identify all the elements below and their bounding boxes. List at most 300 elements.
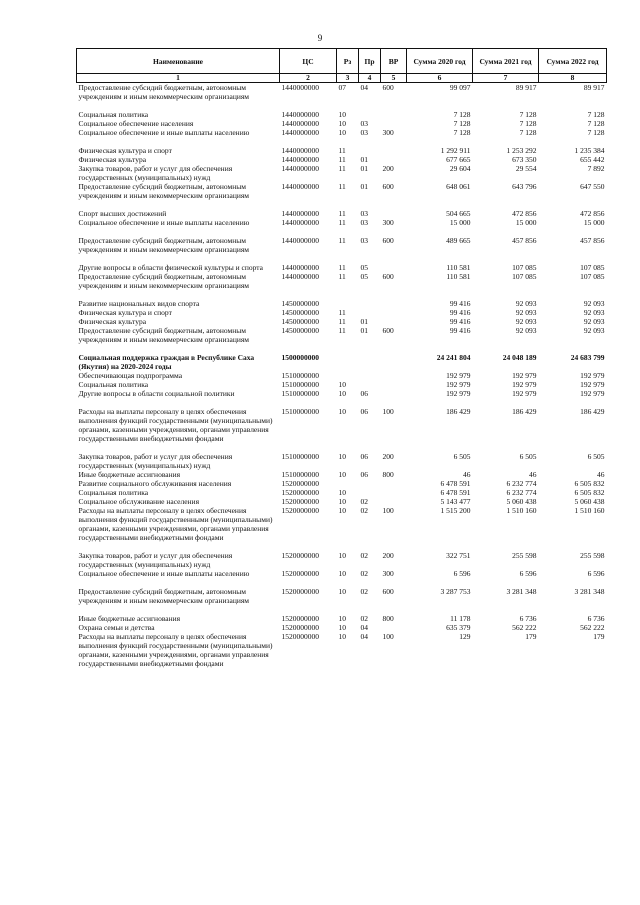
cell-sum-2020: 1 515 200: [440, 506, 471, 515]
spacer-row: [77, 578, 607, 587]
cell-pr: [359, 308, 381, 317]
cell-sum-2021: 107 085: [512, 272, 537, 281]
cell-vr: 100: [382, 632, 394, 641]
table-row: [77, 263, 607, 272]
table-row: [77, 308, 607, 317]
cell-vr: 300: [382, 569, 394, 578]
table-row: [77, 209, 607, 218]
cell-sum-2022: 89 917: [583, 83, 605, 92]
cell-pr: 01: [360, 155, 368, 164]
spacer-cell: [77, 200, 607, 209]
cell-cs: 1440000000: [281, 155, 319, 164]
table-row: [77, 236, 607, 254]
cell-pr: 03: [360, 119, 368, 128]
column-number: 1: [77, 74, 280, 83]
cell-sum-2020: 489 665: [446, 236, 471, 245]
cell-sum-2021: 107 085: [512, 263, 537, 272]
cell-pr: [359, 380, 381, 389]
header-row: [77, 49, 607, 74]
cell-vr: 300: [382, 218, 394, 227]
cell-vr: 800: [382, 614, 394, 623]
header-sum-2021: Сумма 2021 год: [473, 49, 539, 74]
cell-cs: 1510000000: [281, 371, 319, 380]
cell-name: Социальное обеспечение населения: [78, 119, 194, 128]
cell-sum-2020: 7 128: [453, 128, 471, 137]
cell-sum-2020: 7 128: [453, 110, 471, 119]
cell-pr: [359, 479, 381, 488]
cell-name: Социальная поддержка граждан в Республике Саха (Якутия) на 2020-2024 годы: [78, 353, 255, 371]
cell-sum-2020: 3 287 753: [440, 587, 471, 596]
cell-sum-2022: 1 510 160: [574, 506, 605, 515]
cell-rz: 11: [338, 317, 346, 326]
cell-cs: 1500000000: [281, 353, 319, 362]
cell-sum-2020: 186 429: [446, 407, 471, 416]
cell-name: Социальная политика: [78, 380, 149, 389]
spacer-cell: [77, 290, 607, 299]
cell-sum-2021: 673 350: [512, 155, 537, 164]
spacer-row: [77, 137, 607, 146]
cell-pr: [359, 110, 381, 119]
table-row: [77, 569, 607, 578]
cell-name: Физическая культура: [78, 317, 147, 326]
cell-rz: 11: [338, 182, 346, 191]
cell-name: Расходы на выплаты персоналу в целях обеспечения выполнения функций государственными (муниципальными) органами, казенными учреждениями, органами управления государственными внебюджетными фондами: [78, 407, 273, 443]
cell-rz: 10: [338, 110, 346, 119]
cell-sum-2021: 1 510 160: [506, 506, 537, 515]
cell-pr: 03: [360, 128, 368, 137]
cell-sum-2021: 92 093: [515, 317, 537, 326]
cell-vr: 600: [382, 587, 394, 596]
cell-name: Физическая культура и спорт: [78, 308, 172, 317]
table-row: [77, 479, 607, 488]
cell-name: Социальное обеспечение и иные выплаты населению: [78, 218, 250, 227]
cell-sum-2022: 647 550: [580, 182, 605, 191]
cell-cs: 1520000000: [281, 632, 319, 641]
cell-sum-2022: 1 235 384: [574, 146, 605, 155]
cell-cs: 1440000000: [281, 164, 319, 173]
cell-name: Социальное обеспечение и иные выплаты населению: [78, 569, 250, 578]
cell-cs: 1510000000: [281, 407, 319, 416]
table-row: [77, 371, 607, 380]
cell-pr: 02: [360, 551, 368, 560]
cell-vr: [381, 371, 407, 380]
cell-sum-2022: 192 979: [580, 389, 605, 398]
cell-rz: [337, 299, 359, 308]
cell-vr: [381, 488, 407, 497]
table-body: [77, 83, 607, 669]
table-row: [77, 353, 607, 371]
cell-pr: 04: [360, 83, 368, 92]
column-number: 7: [473, 74, 539, 83]
spacer-cell: [77, 254, 607, 263]
cell-sum-2020: 24 241 804: [436, 353, 471, 362]
cell-sum-2020: 677 665: [446, 155, 471, 164]
cell-vr: 800: [382, 470, 394, 479]
cell-sum-2020: 648 061: [446, 182, 471, 191]
cell-pr: [359, 146, 381, 155]
cell-cs: 1510000000: [281, 380, 319, 389]
cell-sum-2022: 562 222: [580, 623, 605, 632]
header-pr: Пр: [359, 49, 381, 74]
cell-rz: 11: [338, 236, 346, 245]
cell-name: Закупка товаров, работ и услуг для обеспечения государственных (муниципальных) нужд: [78, 551, 233, 569]
column-number-row: [77, 74, 607, 83]
table-row: [77, 119, 607, 128]
cell-sum-2020: 99 416: [449, 326, 471, 335]
cell-cs: 1440000000: [281, 263, 319, 272]
cell-pr: [359, 353, 381, 371]
cell-rz: 10: [338, 488, 346, 497]
cell-sum-2020: 110 581: [446, 263, 471, 272]
cell-sum-2021: 472 856: [512, 209, 537, 218]
cell-sum-2021: 29 554: [515, 164, 537, 173]
cell-sum-2020: 192 979: [446, 389, 471, 398]
column-number: 2: [280, 74, 337, 83]
cell-vr: [381, 353, 407, 371]
cell-rz: 10: [338, 506, 346, 515]
cell-sum-2022: 46: [597, 470, 605, 479]
cell-sum-2022: 5 060 438: [574, 497, 605, 506]
cell-sum-2020: 6 596: [453, 569, 471, 578]
cell-rz: 11: [338, 308, 346, 317]
table-row: [77, 110, 607, 119]
cell-sum-2021: 562 222: [512, 623, 537, 632]
cell-pr: 05: [360, 263, 368, 272]
cell-sum-2022: 179: [593, 632, 605, 641]
cell-sum-2020: 5 143 477: [440, 497, 471, 506]
cell-rz: 11: [338, 263, 346, 272]
cell-sum-2021: 7 128: [519, 128, 537, 137]
spacer-row: [77, 200, 607, 209]
cell-rz: [337, 479, 359, 488]
table-row: [77, 155, 607, 164]
cell-name: Социальное обеспечение и иные выплаты населению: [78, 128, 250, 137]
cell-name: Другие вопросы в области физической культуры и спорта: [78, 263, 263, 272]
cell-pr: 02: [360, 497, 368, 506]
cell-pr: 02: [360, 569, 368, 578]
table-row: [77, 488, 607, 497]
cell-sum-2022: 472 856: [580, 209, 605, 218]
column-number: 4: [359, 74, 381, 83]
cell-rz: 10: [338, 380, 346, 389]
cell-vr: [381, 308, 407, 317]
header-vr: ВР: [381, 49, 407, 74]
cell-sum-2021: 7 128: [519, 119, 537, 128]
cell-rz: 10: [338, 470, 346, 479]
page-number: 9: [317, 33, 323, 43]
cell-sum-2020: 15 000: [449, 218, 471, 227]
cell-vr: 600: [382, 272, 394, 281]
cell-sum-2022: 3 281 348: [574, 587, 605, 596]
spacer-cell: [77, 227, 607, 236]
cell-name: Предоставление субсидий бюджетным, автономным учреждениям и иным некоммерческим организациям: [78, 587, 250, 605]
cell-rz: 10: [338, 632, 346, 641]
cell-rz: 10: [338, 587, 346, 596]
cell-sum-2022: 6 736: [587, 614, 605, 623]
cell-pr: 06: [360, 389, 368, 398]
cell-pr: 01: [360, 164, 368, 173]
cell-name: Развитие социального обслуживания населения: [78, 479, 232, 488]
cell-sum-2021: 179: [525, 632, 537, 641]
cell-name: Предоставление субсидий бюджетным, автономным учреждениям и иным некоммерческим организациям: [78, 182, 250, 200]
cell-cs: 1510000000: [281, 470, 319, 479]
cell-sum-2022: 6 505 832: [574, 479, 605, 488]
table-row: [77, 299, 607, 308]
cell-cs: 1440000000: [281, 218, 319, 227]
cell-rz: 11: [338, 326, 346, 335]
cell-sum-2021: 24 048 189: [502, 353, 537, 362]
table-row: [77, 272, 607, 290]
cell-sum-2020: 129: [459, 632, 471, 641]
spacer-row: [77, 254, 607, 263]
cell-sum-2022: 186 429: [580, 407, 605, 416]
cell-sum-2021: 5 060 438: [506, 497, 537, 506]
cell-pr: 06: [360, 407, 368, 416]
cell-cs: 1450000000: [281, 299, 319, 308]
cell-vr: [381, 110, 407, 119]
spacer-cell: [77, 398, 607, 407]
cell-cs: 1440000000: [281, 110, 319, 119]
table-row: [77, 326, 607, 344]
cell-name: Физическая культура и спорт: [78, 146, 172, 155]
cell-sum-2021: 6 596: [519, 569, 537, 578]
cell-rz: 10: [338, 119, 346, 128]
cell-name: Физическая культура: [78, 155, 147, 164]
cell-vr: 200: [382, 551, 394, 560]
cell-vr: [381, 146, 407, 155]
cell-sum-2020: 192 979: [446, 371, 471, 380]
cell-vr: [381, 317, 407, 326]
cell-sum-2022: 6 505: [587, 452, 605, 461]
cell-name: Иные бюджетные ассигнования: [78, 614, 181, 623]
cell-sum-2022: 92 093: [583, 308, 605, 317]
table-row: [77, 470, 607, 479]
cell-cs: 1520000000: [281, 551, 319, 560]
table-row: [77, 164, 607, 182]
cell-sum-2022: 24 683 799: [570, 353, 605, 362]
cell-sum-2020: 504 665: [446, 209, 471, 218]
spacer-row: [77, 101, 607, 110]
cell-sum-2020: 192 979: [446, 380, 471, 389]
cell-sum-2021: 1 253 292: [506, 146, 537, 155]
cell-name: Предоставление субсидий бюджетным, автономным учреждениям и иным некоммерческим организациям: [78, 83, 250, 101]
table-row: [77, 218, 607, 227]
spacer-cell: [77, 101, 607, 110]
cell-rz: 10: [338, 569, 346, 578]
cell-sum-2020: 6 478 591: [440, 479, 471, 488]
cell-cs: 1450000000: [281, 308, 319, 317]
cell-cs: 1520000000: [281, 488, 319, 497]
cell-vr: 200: [382, 164, 394, 173]
spacer-cell: [77, 137, 607, 146]
cell-sum-2020: 46: [463, 470, 471, 479]
spacer-cell: [77, 344, 607, 353]
table-row: [77, 317, 607, 326]
cell-pr: 06: [360, 470, 368, 479]
spacer-row: [77, 227, 607, 236]
cell-name: Другие вопросы в области социальной политики: [78, 389, 235, 398]
cell-pr: 04: [360, 632, 368, 641]
cell-cs: 1510000000: [281, 452, 319, 461]
cell-cs: 1440000000: [281, 209, 319, 218]
cell-pr: 02: [360, 587, 368, 596]
table-row: [77, 146, 607, 155]
cell-cs: 1440000000: [281, 236, 319, 245]
table-row: [77, 389, 607, 398]
cell-name: Социальная политика: [78, 488, 149, 497]
cell-sum-2021: 92 093: [515, 326, 537, 335]
cell-sum-2022: 107 085: [580, 272, 605, 281]
cell-sum-2021: 192 979: [512, 380, 537, 389]
cell-pr: 02: [360, 614, 368, 623]
table-row: [77, 407, 607, 443]
cell-sum-2021: 92 093: [515, 308, 537, 317]
table-row: [77, 632, 607, 668]
cell-cs: 1520000000: [281, 587, 319, 596]
cell-sum-2022: 107 085: [580, 263, 605, 272]
cell-pr: [359, 488, 381, 497]
cell-sum-2020: 6 478 591: [440, 488, 471, 497]
cell-name: Расходы на выплаты персоналу в целях обеспечения выполнения функций государственными (муниципальными) органами, казенными учреждениями, органами управления государственными внебюджетными фондами: [78, 506, 273, 542]
header-cs: ЦС: [280, 49, 337, 74]
cell-sum-2020: 99 416: [449, 299, 471, 308]
spacer-cell: [77, 542, 607, 551]
cell-vr: [381, 299, 407, 308]
spacer-row: [77, 542, 607, 551]
cell-vr: [381, 263, 407, 272]
cell-sum-2020: 99 416: [449, 308, 471, 317]
spacer-row: [77, 290, 607, 299]
cell-sum-2020: 6 505: [453, 452, 471, 461]
cell-rz: 10: [338, 497, 346, 506]
cell-pr: 02: [360, 506, 368, 515]
cell-cs: 1440000000: [281, 119, 319, 128]
cell-pr: 03: [360, 236, 368, 245]
cell-sum-2020: 99 416: [449, 317, 471, 326]
cell-sum-2022: 457 856: [580, 236, 605, 245]
cell-sum-2022: 255 598: [580, 551, 605, 560]
table-row: [77, 551, 607, 569]
cell-rz: 10: [338, 452, 346, 461]
cell-vr: 600: [382, 326, 394, 335]
cell-name: Предоставление субсидий бюджетным, автономным учреждениям и иным некоммерческим организациям: [78, 326, 250, 344]
cell-sum-2021: 3 281 348: [506, 587, 537, 596]
cell-rz: 11: [338, 164, 346, 173]
cell-cs: 1520000000: [281, 623, 319, 632]
cell-sum-2022: 655 442: [580, 155, 605, 164]
cell-rz: 10: [338, 623, 346, 632]
cell-sum-2021: 186 429: [512, 407, 537, 416]
cell-pr: [359, 299, 381, 308]
cell-vr: [381, 209, 407, 218]
cell-sum-2021: 6 736: [519, 614, 537, 623]
column-number: 3: [337, 74, 359, 83]
column-number: 5: [381, 74, 407, 83]
cell-cs: 1450000000: [281, 326, 319, 335]
cell-pr: 03: [360, 209, 368, 218]
cell-vr: [381, 155, 407, 164]
cell-pr: 01: [360, 326, 368, 335]
cell-name: Предоставление субсидий бюджетным, автономным учреждениям и иным некоммерческим организациям: [78, 236, 250, 254]
cell-cs: 1440000000: [281, 182, 319, 191]
cell-vr: 600: [382, 182, 394, 191]
cell-vr: 600: [382, 236, 394, 245]
budget-table: [76, 48, 607, 668]
cell-sum-2021: 6 232 774: [506, 479, 537, 488]
cell-vr: [381, 119, 407, 128]
cell-name: Социальная политика: [78, 110, 149, 119]
cell-name: Закупка товаров, работ и услуг для обеспечения государственных (муниципальных) нужд: [78, 452, 233, 470]
cell-name: Закупка товаров, работ и услуг для обеспечения государственных (муниципальных) нужд: [78, 164, 233, 182]
cell-cs: 1450000000: [281, 317, 319, 326]
spacer-row: [77, 344, 607, 353]
cell-rz: 10: [338, 128, 346, 137]
cell-sum-2022: 7 128: [587, 110, 605, 119]
cell-name: Спорт высших достижений: [78, 209, 167, 218]
cell-sum-2021: 643 796: [512, 182, 537, 191]
table-row: [77, 614, 607, 623]
table-row: [77, 587, 607, 605]
cell-name: Развитие национальных видов спорта: [78, 299, 200, 308]
cell-cs: 1520000000: [281, 479, 319, 488]
cell-cs: 1440000000: [281, 146, 319, 155]
table-row: [77, 623, 607, 632]
cell-sum-2020: 1 292 911: [440, 146, 471, 155]
cell-sum-2021: 15 000: [515, 218, 537, 227]
cell-sum-2022: 7 892: [587, 164, 605, 173]
cell-rz: 11: [338, 146, 346, 155]
cell-sum-2020: 7 128: [453, 119, 471, 128]
cell-sum-2022: 92 093: [583, 299, 605, 308]
cell-sum-2021: 46: [529, 470, 537, 479]
table-row: [77, 182, 607, 200]
cell-cs: 1520000000: [281, 569, 319, 578]
cell-vr: [381, 389, 407, 398]
cell-sum-2021: 192 979: [512, 371, 537, 380]
header-rz: Рз: [337, 49, 359, 74]
cell-rz: 11: [338, 218, 346, 227]
cell-cs: 1520000000: [281, 614, 319, 623]
table-row: [77, 497, 607, 506]
table-row: [77, 452, 607, 470]
cell-rz: 10: [338, 407, 346, 416]
cell-sum-2021: 6 232 774: [506, 488, 537, 497]
table-row: [77, 506, 607, 542]
cell-pr: 03: [360, 218, 368, 227]
cell-cs: 1440000000: [281, 128, 319, 137]
cell-pr: 05: [360, 272, 368, 281]
cell-sum-2020: 29 604: [449, 164, 471, 173]
cell-sum-2022: 6 596: [587, 569, 605, 578]
cell-sum-2022: 15 000: [583, 218, 605, 227]
cell-sum-2021: 89 917: [515, 83, 537, 92]
cell-rz: 10: [338, 389, 346, 398]
cell-rz: 10: [338, 551, 346, 560]
cell-sum-2022: 192 979: [580, 380, 605, 389]
cell-sum-2021: 7 128: [519, 110, 537, 119]
spacer-cell: [77, 605, 607, 614]
header-sum-2020: Сумма 2020 год: [407, 49, 473, 74]
cell-vr: [381, 497, 407, 506]
cell-sum-2020: 322 751: [446, 551, 471, 560]
cell-cs: 1440000000: [281, 272, 319, 281]
cell-rz: 11: [338, 155, 346, 164]
cell-sum-2022: 92 093: [583, 317, 605, 326]
spacer-row: [77, 398, 607, 407]
cell-rz: 10: [338, 614, 346, 623]
header-sum-2022: Сумма 2022 год: [539, 49, 607, 74]
header-name: Наименование: [77, 49, 280, 74]
